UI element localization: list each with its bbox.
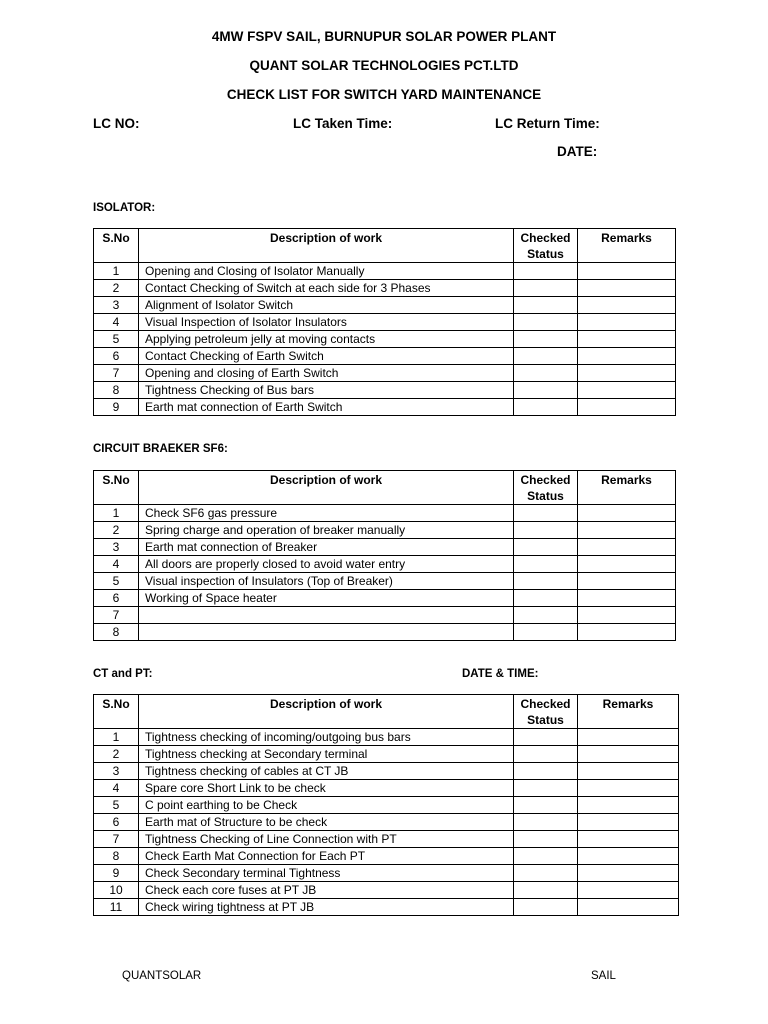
remarks-cell[interactable] <box>578 831 679 848</box>
table-row <box>94 297 676 314</box>
col-sno-header: S.No <box>94 471 139 505</box>
row-sno: 10 <box>94 882 139 899</box>
date-time-label: DATE & TIME: <box>462 668 539 680</box>
col-checked-status-header: Checked Status <box>514 229 578 263</box>
checked-status-cell[interactable] <box>514 365 578 382</box>
row-description: Tightness checking of incoming/outgoing bus bars <box>139 729 514 746</box>
row-sno: 9 <box>94 399 139 416</box>
row-sno: 7 <box>94 607 139 624</box>
remarks-cell[interactable] <box>578 746 679 763</box>
checked-status-cell[interactable] <box>514 797 578 814</box>
remarks-cell[interactable] <box>578 365 676 382</box>
table-row <box>94 882 679 899</box>
remarks-cell[interactable] <box>578 814 679 831</box>
table-row <box>94 763 679 780</box>
row-description: Earth mat connection of Breaker <box>139 539 514 556</box>
row-description: Opening and closing of Earth Switch <box>139 365 514 382</box>
row-description: Tightness Checking of Bus bars <box>139 382 514 399</box>
checked-status-cell[interactable] <box>514 399 578 416</box>
table-row <box>94 399 676 416</box>
row-description: Earth mat of Structure to be check <box>139 814 514 831</box>
table-row <box>94 365 676 382</box>
row-description: Visual Inspection of Isolator Insulators <box>139 314 514 331</box>
checked-status-cell[interactable] <box>514 556 578 573</box>
row-sno: 2 <box>94 280 139 297</box>
row-description: Check SF6 gas pressure <box>139 505 514 522</box>
row-description: Opening and Closing of Isolator Manually <box>139 263 514 280</box>
row-description: Alignment of Isolator Switch <box>139 297 514 314</box>
isolator-section-title: ISOLATOR: <box>93 202 156 214</box>
row-sno: 1 <box>94 729 139 746</box>
remarks-cell[interactable] <box>578 556 676 573</box>
row-sno: 8 <box>94 624 139 641</box>
checked-status-cell[interactable] <box>514 505 578 522</box>
row-sno: 3 <box>94 539 139 556</box>
footer-right-sail: SAIL <box>591 970 616 982</box>
checked-status-cell[interactable] <box>514 263 578 280</box>
row-sno: 3 <box>94 297 139 314</box>
row-sno: 7 <box>94 365 139 382</box>
row-description: Earth mat connection of Earth Switch <box>139 399 514 416</box>
table-row <box>94 263 676 280</box>
row-description: Spare core Short Link to be check <box>139 780 514 797</box>
ct-pt-section-title: CT and PT: <box>93 668 153 680</box>
table-row <box>94 865 679 882</box>
table-row <box>94 280 676 297</box>
checked-status-cell[interactable] <box>514 607 578 624</box>
row-description: C point earthing to be Check <box>139 797 514 814</box>
table-row <box>94 780 679 797</box>
table-row <box>94 814 679 831</box>
checked-status-cell[interactable] <box>514 297 578 314</box>
row-sno: 2 <box>94 522 139 539</box>
col-checked-status-header: Checked Status <box>514 695 578 729</box>
row-sno: 9 <box>94 865 139 882</box>
remarks-cell[interactable] <box>578 882 679 899</box>
table-row <box>94 624 676 641</box>
remarks-cell[interactable] <box>578 331 676 348</box>
table-row <box>94 729 679 746</box>
table-row <box>94 348 676 365</box>
remarks-cell[interactable] <box>578 505 676 522</box>
table-row <box>94 746 679 763</box>
row-description: Check wiring tightness at PT JB <box>139 899 514 916</box>
checked-status-cell[interactable] <box>514 899 578 916</box>
row-description: Check Secondary terminal Tightness <box>139 865 514 882</box>
col-sno-header: S.No <box>94 229 139 263</box>
remarks-cell[interactable] <box>578 865 679 882</box>
remarks-cell[interactable] <box>578 797 679 814</box>
table-row <box>94 382 676 399</box>
col-remarks-header: Remarks <box>578 471 676 505</box>
table-row <box>94 539 676 556</box>
checked-status-cell[interactable] <box>514 331 578 348</box>
col-remarks-header: Remarks <box>578 695 679 729</box>
col-sno-header: S.No <box>94 695 139 729</box>
remarks-cell[interactable] <box>578 607 676 624</box>
row-sno: 5 <box>94 797 139 814</box>
col-remarks-header: Remarks <box>578 229 676 263</box>
col-description-header: Description of work <box>139 695 514 729</box>
row-description: Visual inspection of Insulators (Top of Breaker) <box>139 573 514 590</box>
table-row <box>94 607 676 624</box>
row-sno: 5 <box>94 331 139 348</box>
row-description: Check Earth Mat Connection for Each PT <box>139 848 514 865</box>
table-row <box>94 831 679 848</box>
remarks-cell[interactable] <box>578 280 676 297</box>
table-row <box>94 522 676 539</box>
row-description: Spring charge and operation of breaker manually <box>139 522 514 539</box>
remarks-cell[interactable] <box>578 624 676 641</box>
row-description: Check each core fuses at PT JB <box>139 882 514 899</box>
remarks-cell[interactable] <box>578 848 679 865</box>
remarks-cell[interactable] <box>578 314 676 331</box>
row-description: Contact Checking of Earth Switch <box>139 348 514 365</box>
remarks-cell[interactable] <box>578 729 679 746</box>
row-description: Tightness checking of cables at CT JB <box>139 763 514 780</box>
checked-status-cell[interactable] <box>514 382 578 399</box>
table-row <box>94 556 676 573</box>
table-row <box>94 797 679 814</box>
row-sno: 8 <box>94 848 139 865</box>
row-description: Tightness Checking of Line Connection with PT <box>139 831 514 848</box>
row-sno: 6 <box>94 348 139 365</box>
row-description: Contact Checking of Switch at each side for 3 Phases <box>139 280 514 297</box>
row-description <box>139 607 514 624</box>
lc-return-time-label: LC Return Time: <box>495 116 600 131</box>
remarks-cell[interactable] <box>578 780 679 797</box>
table-header-row <box>94 229 676 263</box>
remarks-cell[interactable] <box>578 348 676 365</box>
table-row <box>94 899 679 916</box>
table-header-row <box>94 695 679 729</box>
row-description: Tightness checking at Secondary terminal <box>139 746 514 763</box>
table-row <box>94 314 676 331</box>
remarks-cell[interactable] <box>578 522 676 539</box>
row-sno: 11 <box>94 899 139 916</box>
checked-status-cell[interactable] <box>514 590 578 607</box>
ct-pt-checklist-table <box>93 694 679 916</box>
col-description-header: Description of work <box>139 229 514 263</box>
table-header-row <box>94 471 676 505</box>
row-sno: 7 <box>94 831 139 848</box>
checked-status-cell[interactable] <box>514 539 578 556</box>
table-row <box>94 331 676 348</box>
lc-taken-time-label: LC Taken Time: <box>293 116 393 131</box>
row-description: All doors are properly closed to avoid water entry <box>139 556 514 573</box>
remarks-cell[interactable] <box>578 382 676 399</box>
row-sno: 3 <box>94 763 139 780</box>
row-sno: 2 <box>94 746 139 763</box>
row-sno: 4 <box>94 314 139 331</box>
checked-status-cell[interactable] <box>514 882 578 899</box>
row-sno: 6 <box>94 814 139 831</box>
lc-no-label: LC NO: <box>93 116 140 131</box>
remarks-cell[interactable] <box>578 399 676 416</box>
checked-status-cell[interactable] <box>514 314 578 331</box>
row-sno: 1 <box>94 263 139 280</box>
remarks-cell[interactable] <box>578 573 676 590</box>
checked-status-cell[interactable] <box>514 573 578 590</box>
checked-status-cell[interactable] <box>514 729 578 746</box>
checked-status-cell[interactable] <box>514 280 578 297</box>
col-description-header: Description of work <box>139 471 514 505</box>
row-sno: 4 <box>94 780 139 797</box>
checked-status-cell[interactable] <box>514 624 578 641</box>
remarks-cell[interactable] <box>578 539 676 556</box>
checked-status-cell[interactable] <box>514 814 578 831</box>
isolator-checklist-table <box>93 228 676 416</box>
table-row <box>94 573 676 590</box>
row-description: Applying petroleum jelly at moving contacts <box>139 331 514 348</box>
row-sno: 6 <box>94 590 139 607</box>
footer-left-quantsolar: QUANTSOLAR <box>122 970 202 982</box>
circuit-breaker-section-title: CIRCUIT BRAEKER SF6: <box>93 443 228 455</box>
remarks-cell[interactable] <box>578 899 679 916</box>
row-sno: 4 <box>94 556 139 573</box>
checked-status-cell[interactable] <box>514 522 578 539</box>
remarks-cell[interactable] <box>578 263 676 280</box>
circuit-breaker-checklist-table <box>93 470 676 641</box>
checked-status-cell[interactable] <box>514 831 578 848</box>
row-sno: 1 <box>94 505 139 522</box>
plant-title: 4MW FSPV SAIL, BURNUPUR SOLAR POWER PLANT <box>211 29 557 44</box>
row-description: Working of Space heater <box>139 590 514 607</box>
checked-status-cell[interactable] <box>514 848 578 865</box>
row-sno: 8 <box>94 382 139 399</box>
remarks-cell[interactable] <box>578 763 679 780</box>
checked-status-cell[interactable] <box>514 763 578 780</box>
row-description <box>139 624 514 641</box>
checked-status-cell[interactable] <box>514 780 578 797</box>
company-name: QUANT SOLAR TECHNOLOGIES PCT.LTD <box>249 58 519 73</box>
table-row <box>94 590 676 607</box>
table-row <box>94 505 676 522</box>
row-sno: 5 <box>94 573 139 590</box>
checked-status-cell[interactable] <box>514 746 578 763</box>
checklist-title: CHECK LIST FOR SWITCH YARD MAINTENANCE <box>226 87 542 102</box>
date-label: DATE: <box>557 144 598 159</box>
checked-status-cell[interactable] <box>514 865 578 882</box>
remarks-cell[interactable] <box>578 590 676 607</box>
col-checked-status-header: Checked Status <box>514 471 578 505</box>
table-row <box>94 848 679 865</box>
remarks-cell[interactable] <box>578 297 676 314</box>
checked-status-cell[interactable] <box>514 348 578 365</box>
